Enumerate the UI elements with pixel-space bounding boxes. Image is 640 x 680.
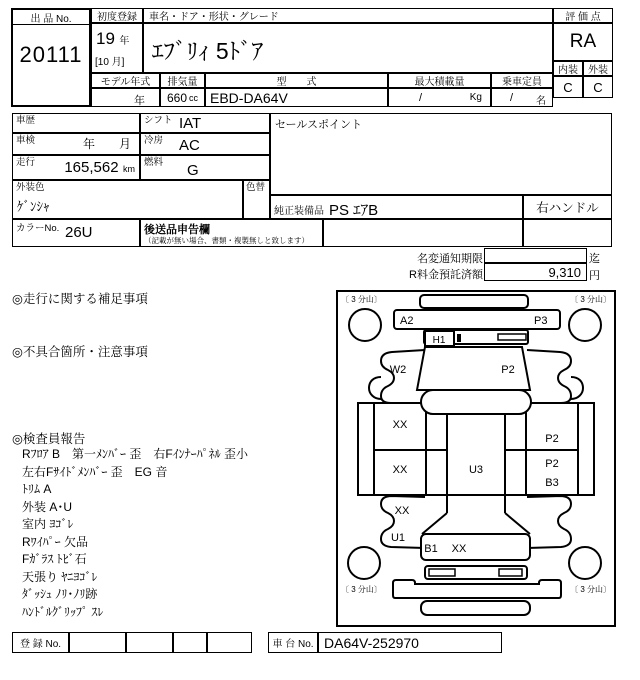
inspection-value: 年 月 [82, 137, 131, 151]
history-cell [12, 113, 140, 133]
history-label: 車歴 [16, 115, 36, 126]
steering-cell: 右ハンドル [523, 195, 612, 219]
model-year-value: 年 [134, 95, 145, 107]
interior-grade: C [553, 76, 583, 98]
reg-no-cell-3 [173, 632, 207, 653]
windshield-mark: P2 [501, 364, 515, 376]
right-slide-door-mark: P2 [545, 458, 559, 470]
left-front-fender [381, 350, 425, 403]
right-rear-fender [527, 496, 571, 548]
reg-no-label: 登 録 No. [12, 632, 69, 653]
mileage-value: 165,562 [64, 159, 119, 176]
displacement-unit: cc [189, 92, 199, 103]
inspector-title: ◎検査員報告 [12, 432, 86, 446]
cowl [421, 390, 531, 414]
hood-mark: H1 [432, 335, 446, 346]
recycle-unit: 円 [589, 270, 600, 282]
shift-cell [140, 113, 270, 133]
first-reg-year-row [96, 29, 129, 49]
tire-rear-right-icon [569, 547, 601, 579]
sales-point-box [270, 113, 612, 195]
equipment-label: 純正装備品 [274, 206, 324, 217]
tire-front-left-icon [349, 309, 381, 341]
capacity-header: 乗車定員 [491, 73, 553, 88]
left-slide-door-mark: XX [392, 464, 408, 476]
color-change-cell [243, 180, 270, 219]
later-goods-note: （記載が無い場合、書類・複製無しと致します） [144, 236, 309, 245]
model-code-header: 型 式 [205, 73, 388, 88]
tire-tread-rear-right: 〔 3 分山〕 [570, 585, 611, 594]
left-quarter-lower-mark: U1 [390, 532, 406, 544]
exhibit-no-box [11, 8, 91, 107]
shift-value: IAT [179, 115, 202, 132]
right-front-fender [527, 350, 571, 403]
front-bumper-right-mark: P3 [534, 315, 548, 327]
tail-panel [425, 566, 527, 579]
inspector-line: 外装 A･U [22, 499, 73, 514]
max-load-cell [388, 88, 491, 107]
shift-label: シフト [144, 115, 173, 126]
first-reg-year: 19 [96, 29, 115, 48]
rear-under-panel [421, 601, 530, 615]
exhibit-no-label: 出 品 No. [30, 13, 72, 25]
ext-color-cell [12, 180, 243, 219]
model-code-cell [205, 88, 388, 107]
reg-no-cell-4 [207, 632, 252, 653]
inspector-line: Rﾌﾛｱ B 第一ﾒﾝﾊﾞｰ 歪 右Fｲﾝﾅｰﾊﾟﾈﾙ 歪小 [22, 447, 249, 461]
tire-tread-front-right: 〔 3 分山〕 [570, 295, 611, 304]
recycle-amount: 9,310 [548, 265, 581, 280]
first-reg-year-unit: 年 [119, 36, 130, 47]
sales-point-label: セールスポイント [275, 119, 363, 131]
inspector-line: ﾀﾞｯｼｭ ﾉﾘ･ﾉﾘ跡 [22, 587, 98, 601]
color-change-label: 色替 [246, 182, 266, 193]
empty-cell-left [323, 219, 523, 247]
name-change-suffix: 迄 [589, 253, 600, 265]
later-goods-cell [140, 219, 323, 247]
rear-bumper [393, 580, 561, 598]
fuel-value: G [187, 162, 199, 179]
capacity-unit: 名 [536, 96, 546, 107]
rear-flare-lines [422, 513, 530, 534]
ext-color-label: 外装色 [16, 182, 45, 193]
hood-marker-dot [457, 334, 461, 342]
inspector-line: 室内 ﾖｺﾞﾚ [22, 517, 74, 531]
right-mirror [571, 377, 583, 399]
tire-rear-left-icon [348, 547, 380, 579]
grade-value: RA [553, 23, 613, 61]
inspector-line: 天張り ﾔﾆﾖｺﾞﾚ [22, 569, 98, 584]
tire-tread-rear-left: 〔 3 分山〕 [341, 585, 382, 594]
name-change-label: 名変通知期限 [417, 253, 483, 265]
max-load-header: 最大積載量 [388, 73, 491, 88]
tail-light-left [429, 569, 455, 576]
first-reg-month: [10 月] [95, 57, 125, 68]
damage-diagram [338, 292, 614, 625]
roof-mark: U3 [468, 464, 484, 476]
front-bumper-left-mark: A2 [400, 315, 414, 327]
left-quarter-mark: XX [394, 505, 410, 517]
mileage-cell [12, 155, 140, 180]
exhibit-no-value: 20111 [19, 42, 83, 67]
first-reg-cell [91, 23, 143, 73]
model-code-value: EBD-DA64V [210, 90, 288, 106]
first-reg-header: 初度登録 [91, 8, 143, 23]
exterior-grade: C [583, 76, 613, 98]
chassis-no-value: DA64V-252970 [324, 635, 419, 651]
later-goods-label: 後送品申告欄 [144, 224, 210, 236]
tire-front-right-icon [569, 309, 601, 341]
displacement-value: 660 [166, 90, 188, 105]
inspector-line: ﾄﾘﾑ A [22, 482, 52, 496]
model-year-header: モデル年式 [91, 73, 160, 88]
roof-lines [447, 413, 505, 513]
ext-color-value: ｹﾞﾝｼｬ [17, 199, 50, 214]
capacity-value: / [510, 92, 514, 104]
front-grille-top [420, 295, 528, 308]
chassis-no-label: 車 台 No. [268, 632, 318, 653]
damage-diagram-box [336, 290, 616, 627]
inspection-label: 車検 [16, 135, 36, 146]
grade-header: 評 価 点 [553, 8, 613, 23]
car-name-cell [143, 23, 553, 73]
left-front-fender-mark: W2 [389, 364, 407, 376]
inspector-line: 左右Fｻｲﾄﾞﾒﾝﾊﾞｰ 歪 EG 音 [22, 464, 168, 479]
inspection-cell [12, 133, 140, 155]
right-front-door-mark: P2 [545, 433, 559, 445]
car-name-header: 車名・ドア・形状・グレード [143, 8, 553, 23]
recycle-label: R料金預託済額 [409, 269, 483, 281]
recycle-box [484, 263, 587, 281]
mileage-note-title: ◎走行に関する補足事項 [12, 292, 148, 306]
car-name-value: ｴﾌﾞﾘｨ 5ﾄﾞｱ [152, 38, 264, 64]
color-no-value: 26U [65, 224, 93, 241]
color-no-label: カラーNo. [16, 223, 60, 234]
model-year-cell [91, 88, 160, 107]
mileage-unit: km [123, 164, 135, 174]
rear-gate-xx-mark: XX [451, 543, 467, 555]
max-load-value: / [419, 92, 423, 104]
rear-gate-mark: B1 [424, 543, 438, 555]
empty-cell-right [523, 219, 612, 247]
max-load-unit: Kg [469, 92, 482, 103]
inspector-line: ﾊﾝﾄﾞﾙｸﾞﾘｯﾌﾟ ｽﾚ [22, 604, 104, 619]
inspector-line: Rﾜｲﾊﾟｰ 欠品 [22, 534, 89, 549]
equipment-value: PS ｴｱB [329, 202, 379, 219]
displacement-cell [160, 88, 205, 107]
capacity-cell [491, 88, 553, 107]
displacement-header: 排気量 [160, 73, 205, 88]
exterior-header: 外装 [583, 61, 613, 76]
tire-tread-front-left: 〔 3 分山〕 [341, 295, 382, 304]
reg-no-cell-2 [126, 632, 173, 653]
inspector-report-list [22, 446, 334, 621]
tail-light-right [499, 569, 522, 576]
mileage-label: 走行 [16, 157, 36, 168]
cooling-cell [140, 133, 270, 155]
defects-title: ◎不具合箇所・注意事項 [12, 345, 148, 359]
cooling-label: 冷房 [144, 135, 164, 146]
left-mirror [369, 377, 381, 399]
equipment-cell [270, 195, 523, 219]
exhibit-no-header [13, 10, 89, 25]
right-quarter-mark: B3 [545, 477, 559, 489]
mileage-value-row [64, 159, 135, 177]
left-front-door-mark: XX [392, 419, 408, 431]
cooling-value: AC [179, 137, 200, 154]
name-change-box [484, 248, 587, 263]
inspector-line: Fｶﾞﾗｽ ﾄﾋﾞ石 [22, 552, 87, 566]
color-no-cell [12, 219, 140, 247]
fuel-label: 燃料 [144, 157, 164, 168]
chassis-no-cell [318, 632, 502, 653]
fuel-cell [140, 155, 270, 180]
hood-vent [498, 334, 526, 340]
interior-header: 内装 [553, 61, 583, 76]
reg-no-cell-1 [69, 632, 126, 653]
